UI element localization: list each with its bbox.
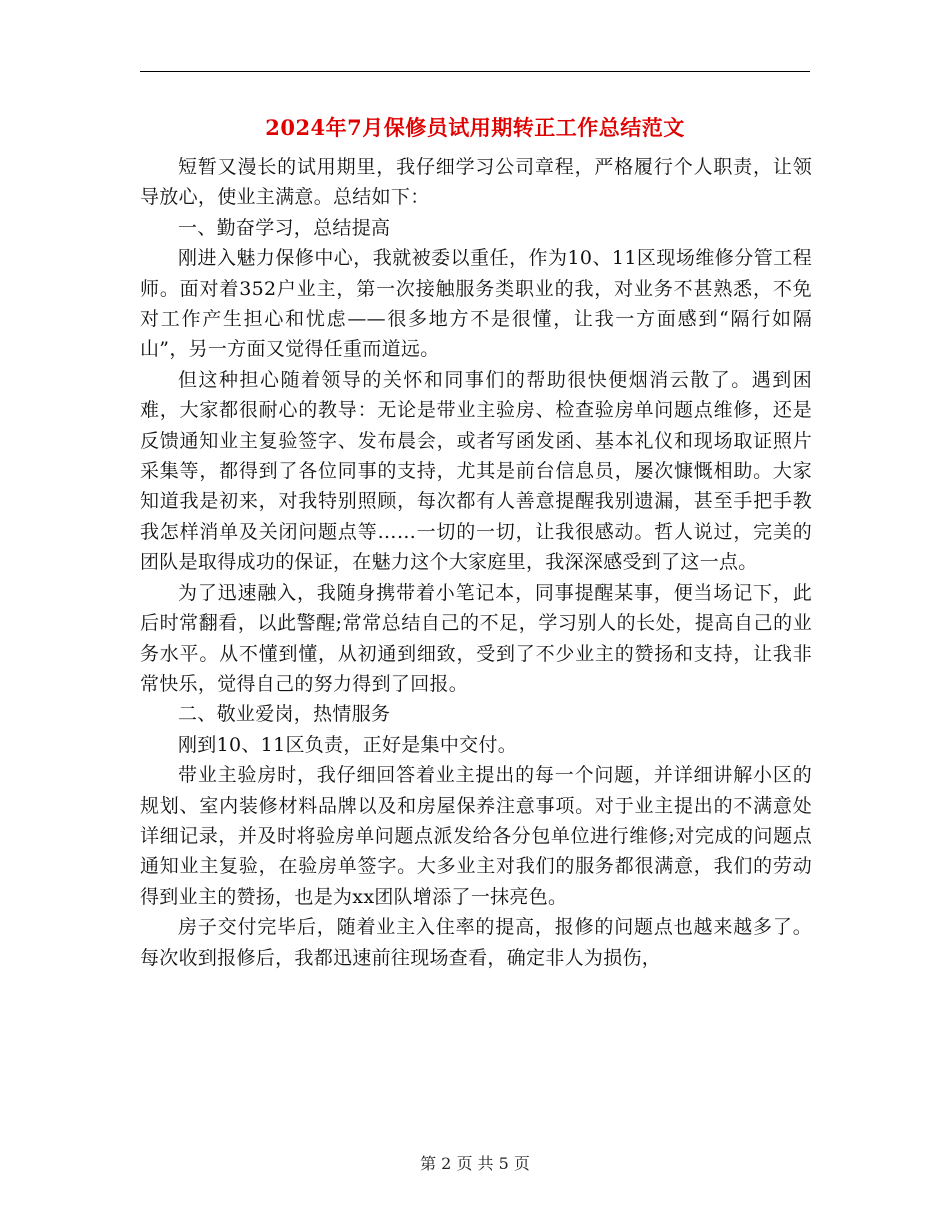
section-heading-1: 一、勤奋学习，总结提高: [178, 216, 391, 239]
page-number-footer: 第 2 页 共 5 页: [420, 1154, 530, 1173]
paragraph: 带业主验房时，我仔细回答着业主提出的每一个问题，并详细讲解小区的规划、室内装修材料品牌以及和房屋保养注意事项。对于业主提出的不满意处详细记录，并及时将验房单问题点派发给各分包单位进行维修;对完成的问题点通知业主复验，在验房单签字。大多业主对我们的服务都很满意，我们的劳动得到业主的赞扬，也是为xx团队增添了一抹亮色。: [140, 764, 812, 908]
paragraph: 刚到10、11区负责，正好是集中交付。: [178, 733, 518, 756]
document-title: 2024年7月保修员试用期转正工作总结范文: [265, 115, 685, 140]
paragraph: 房子交付完毕后，随着业主入住率的提高，报修的问题点也越来越多了。每次收到报修后，我都迅速前往现场查看，确定非人为损伤，: [140, 916, 812, 969]
paragraph: 为了迅速融入，我随身携带着小笔记本，同事提醒某事，便当场记下，此后时常翻看，以此警醒;常常总结自己的不足，学习别人的长处，提高自己的业务水平。从不懂到懂，从初通到细致，受到了不少业主的赞扬和支持，让我非常快乐，觉得自己的努力得到了回报。: [140, 581, 812, 695]
document-body: [140, 152, 812, 973]
section-heading-2: 二、敬业爱岗，热情服务: [178, 703, 391, 726]
paragraph: 刚进入魅力保修中心，我就被委以重任，作为10、11区现场维修分管工程师。面对着352户业主，第一次接触服务类职业的我，对业务不甚熟悉，不免对工作产生担心和忧虑——很多地方不是很懂，让我一方面感到“隔行如隔山”，另一方面又觉得任重而道远。: [140, 247, 812, 361]
header-rule: [140, 71, 810, 72]
paragraph-intro: 短暂又漫长的试用期里，我仔细学习公司章程，严格履行个人职责，让领导放心，使业主满意。总结如下：: [140, 156, 812, 209]
paragraph: 但这种担心随着领导的关怀和同事们的帮助很快便烟消云散了。遇到困难，大家都很耐心的教导：无论是带业主验房、检查验房单问题点维修，还是反馈通知业主复验签字、发布晨会，或者写函发函、基本礼仪和现场取证照片采集等，都得到了各位同事的支持，尤其是前台信息员，屡次慷慨相助。大家知道我是初来，对我特别照顾，每次都有人善意提醒我别遗漏，甚至手把手教我怎样消单及关闭问题点等……一切的一切，让我很感动。哲人说过，完美的团队是取得成功的保证，在魅力这个大家庭里，我深深感受到了这一点。: [140, 368, 812, 574]
